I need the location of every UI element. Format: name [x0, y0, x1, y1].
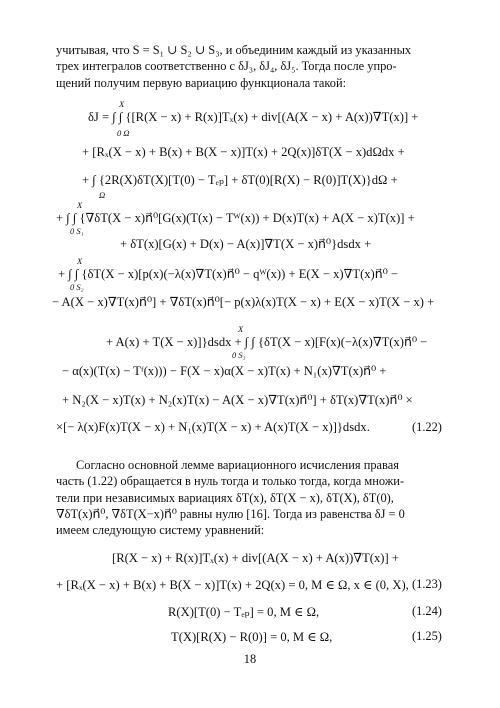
page-number: 18 — [243, 652, 257, 666]
equation-line: + ∫ ∫ {∇δT(X − x)n⃗⁰[G(x)(T(x) − Tᵂ(x)) + D(x)T(x) + A(X − x)T(x)] + — [56, 211, 415, 225]
equation-number: (1.25) — [412, 629, 442, 643]
text-line: имеем следующую систему уравнений: — [56, 523, 265, 538]
integral-lower-limit: 0 S₃ — [232, 350, 246, 360]
equation-line: + [Rₓ(X − x) + B(x) + B(X − x)]T(x) + 2Q(x) = 0, M ∈ Ω, x ∈ (0, X), — [56, 578, 409, 592]
equation-number: (1.23) — [412, 577, 442, 591]
integral-lower-limit: 0 S₂ — [70, 282, 84, 292]
equation-line: + [Rₓ(X − x) + B(x) + B(X − x)]T(x) + 2Q(x)]δT(X − x)dΩdx + — [82, 145, 405, 159]
equation-line: − α(x)(T(x) − Tᶠ(x))) − F(X − x)α(X − x)T(x) + N₁(x)∇T(x)n⃗⁰ + — [62, 364, 387, 378]
text-line: учитывая, что S = S₁ ∪ S₂ ∪ S₃, и объединим каждый из указанных — [56, 43, 412, 57]
integral-upper-limit: X — [119, 99, 125, 109]
lemma-paragraph — [56, 457, 452, 538]
integral-upper-limit: X — [77, 256, 83, 266]
text-line: тели при независимых вариациях δT(x), δT(X − x), δT(X), δT(0), — [56, 490, 394, 505]
equation-line: T(X)[R(X) − R(0)] = 0, M ∈ Ω, — [171, 630, 333, 644]
equation-line: + ∫ {2R(X)δT(X)[T(0) − Tₑₚ] + δT(0)[R(X) − R(0)]T(X)}dΩ + — [82, 173, 398, 187]
equation-number: (1.24) — [412, 604, 442, 618]
integral-upper-limit: X — [77, 200, 83, 210]
equation-line: [R(X − x) + R(x)]Tₓ(x) + div[(A(X − x) + A(x))∇T(x)] + — [112, 551, 399, 565]
equation-line: + ∫ ∫ {δT(X − x)[p(x)(−λ(x)∇T(x)n⃗⁰ − qᵂ(x)) + E(X − x)∇T(x)n⃗⁰ − — [58, 267, 399, 281]
equation-line: R(X)[T(0) − Tₑₚ] = 0, M ∈ Ω, — [168, 605, 320, 619]
equation-line: δJ = ∫ ∫ {[R(X − x) + R(x)]Tₓ(x) + div[(A(X − x) + A(x))∇T(x)] + — [88, 110, 419, 124]
text-line: щений получим первую вариацию функционала такой: — [56, 75, 347, 90]
equation-line: + A(x) + T(X − x)]}dsdx + ∫ ∫ {δT(X − x)[F(x)(−λ(x)∇T(x)n⃗⁰ − — [106, 335, 428, 349]
intro-paragraph — [56, 42, 452, 91]
integral-lower-limit: Ω — [99, 190, 106, 200]
integral-upper-limit: X — [238, 324, 244, 334]
text-line: часть (1.22) обращается в нуль тогда и только тогда, когда множи- — [56, 474, 405, 489]
equation-line: + δT(x)[G(x) + D(x) − A(x)]∇T(X − x)n⃗⁰}dsdx + — [120, 237, 372, 251]
text-line: Согласно основной лемме вариационного исчисления правая — [76, 458, 399, 472]
equation-number: (1.22) — [412, 420, 442, 434]
text-line: ∇δT(x)n⃗⁰, ∇δT(X−x)n⃗⁰ равны нулю [16]. Тогда из равенства δJ = 0 — [56, 506, 405, 521]
equation-line: + N₂(X − x)T(x) + N₂(x)T(x) − A(X − x)∇T(x)n⃗⁰] + δT(x)∇T(x)n⃗⁰ × — [62, 393, 413, 407]
equation-line: ×[− λ(x)F(x)T(X − x) + N₁(x)T(X − x) + A(x)T(X − x)]}dsdx. — [56, 420, 370, 434]
integral-lower-limit: 0 Ω — [117, 128, 130, 138]
integral-lower-limit: 0 S₁ — [70, 226, 84, 236]
equation-line: − A(X − x)∇T(x)n⃗⁰] + ∇δT(x)n⃗⁰[− p(x)λ(x)T(X − x) + E(X − x)T(X − x) + — [52, 295, 435, 309]
text-line: трех интегралов соответственно с δJ₃, δJ₄, δJ₅. Тогда после упро- — [56, 59, 397, 74]
